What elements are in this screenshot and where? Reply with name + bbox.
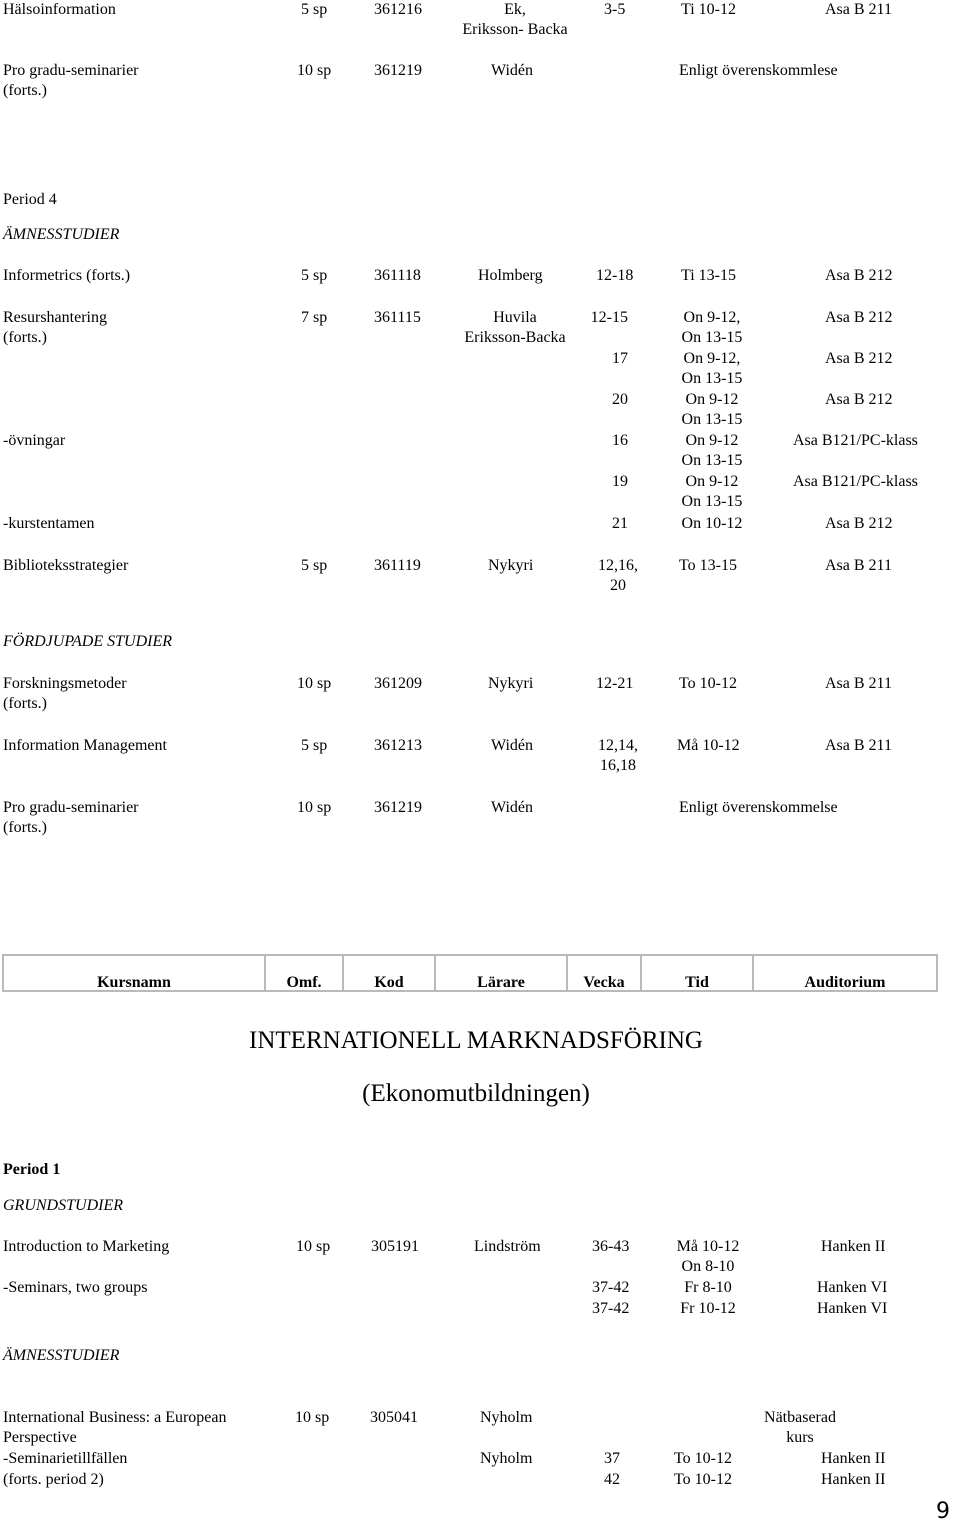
course-week: 17: [612, 350, 628, 367]
course-room: Asa B121/PC-klass: [793, 432, 918, 449]
course-week: 3-5: [604, 1, 626, 18]
course-time: On 13-15: [681, 411, 743, 428]
course-code: 361219: [374, 62, 422, 79]
sub-item-label-cont: (forts. period 2): [3, 1471, 104, 1488]
course-omf: 5 sp: [301, 1, 328, 18]
section-heading: ÄMNESSTUDIER: [3, 226, 120, 243]
course-name-cont: (forts.): [3, 819, 47, 836]
course-name-cont: Perspective: [3, 1429, 77, 1446]
course-name: Informetrics (forts.): [3, 267, 131, 284]
course-omf: 10 sp: [295, 1409, 330, 1426]
course-week: 36-43: [592, 1238, 630, 1255]
course-time: On 13-15: [681, 452, 743, 469]
sub-item-label: -övningar: [3, 432, 66, 449]
course-teacher: Widén: [491, 737, 534, 754]
course-room: Asa B 212: [825, 515, 893, 532]
course-omf: 5 sp: [301, 737, 328, 754]
sub-item-label: -kurstentamen: [3, 515, 95, 532]
course-week: 16: [612, 432, 628, 449]
course-week: 42: [604, 1471, 620, 1488]
course-teacher: Ek,: [504, 1, 526, 18]
column-header-table: [2, 954, 938, 992]
course-code: 305191: [371, 1238, 419, 1255]
course-teacher: Widén: [491, 799, 534, 816]
course-room: Nätbaserad: [764, 1409, 836, 1426]
course-omf: 5 sp: [301, 267, 328, 284]
course-teacher: Nyholm: [480, 1450, 533, 1467]
course-teacher: Widén: [491, 62, 534, 79]
course-week: 37: [604, 1450, 620, 1467]
course-room: Asa B 211: [825, 737, 892, 754]
header-kod: Kod: [344, 956, 436, 990]
course-omf: 10 sp: [297, 62, 332, 79]
course-teacher: Nykyri: [488, 557, 534, 574]
course-name: Biblioteksstrategier: [3, 557, 129, 574]
course-omf: 10 sp: [297, 799, 332, 816]
course-time: Enligt överenskommlese: [679, 62, 838, 79]
course-omf: 7 sp: [301, 309, 328, 326]
course-teacher: Holmberg: [478, 267, 543, 284]
course-name: Hälsoinformation: [3, 1, 116, 18]
section-heading: FÖRDJUPADE STUDIER: [3, 633, 173, 650]
course-room: Asa B 211: [825, 557, 892, 574]
course-week: 37-42: [592, 1279, 630, 1296]
course-week: 16,18: [600, 757, 636, 774]
course-name: Forskningsmetoder: [3, 675, 127, 692]
header-tid: Tid: [642, 956, 754, 990]
course-time: Enligt överenskommelse: [679, 799, 838, 816]
course-room: Hanken II: [821, 1471, 886, 1488]
course-time: On 13-15: [681, 329, 743, 346]
header-vecka: Vecka: [568, 956, 642, 990]
course-week: 12,14,: [598, 737, 638, 754]
course-name: Information Management: [3, 737, 167, 754]
course-room: Asa B 212: [825, 267, 893, 284]
course-time: Ti 13-15: [681, 267, 736, 284]
course-time: To 10-12: [679, 675, 737, 692]
course-week: 21: [612, 515, 628, 532]
course-time: On 9-12: [685, 432, 739, 449]
course-name-cont: (forts.): [3, 82, 47, 99]
course-name: Pro gradu-seminarier: [3, 62, 139, 79]
header-larare: Lärare: [436, 956, 568, 990]
course-time: On 13-15: [681, 370, 743, 387]
section-subtitle: (Ekonomutbildningen): [362, 1080, 590, 1107]
course-name-cont: (forts.): [3, 329, 47, 346]
course-teacher: Lindström: [474, 1238, 541, 1255]
course-time: On 9-12,: [683, 350, 741, 367]
course-room: Asa B 211: [825, 1, 892, 18]
course-omf: 10 sp: [296, 1238, 331, 1255]
course-time: On 13-15: [681, 493, 743, 510]
course-code: 361213: [374, 737, 422, 754]
section-title: INTERNATIONELL MARKNADSFÖRING: [249, 1027, 703, 1054]
course-name: International Business: a European: [3, 1409, 227, 1426]
course-time: On 9-12,: [683, 309, 741, 326]
section-heading: GRUNDSTUDIER: [3, 1197, 123, 1214]
page-number: 9: [936, 1499, 950, 1524]
course-week: 12-21: [596, 675, 634, 692]
course-code: 305041: [370, 1409, 418, 1426]
course-room: Asa B 212: [825, 309, 893, 326]
course-name: Resurshantering: [3, 309, 107, 326]
course-time: Ti 10-12: [681, 1, 736, 18]
course-code: 361115: [374, 309, 421, 326]
course-time: To 10-12: [674, 1450, 732, 1467]
course-room: Asa B 211: [825, 675, 892, 692]
course-time: Må 10-12: [677, 737, 740, 754]
course-code: 361209: [374, 675, 422, 692]
course-room: Asa B 212: [825, 391, 893, 408]
course-time: Fr 8-10: [684, 1279, 732, 1296]
header-omf: Omf.: [266, 956, 344, 990]
course-week: 12-18: [596, 267, 634, 284]
course-teacher: Nykyri: [488, 675, 534, 692]
course-time: Fr 10-12: [680, 1300, 736, 1317]
course-room: Hanken VI: [817, 1300, 888, 1317]
course-code: 361118: [374, 267, 421, 284]
course-room: Asa B121/PC-klass: [793, 473, 918, 490]
course-week: 37-42: [592, 1300, 630, 1317]
course-week: 12-15: [590, 309, 628, 326]
course-name-cont: (forts.): [3, 695, 47, 712]
course-name: Pro gradu-seminarier: [3, 799, 139, 816]
course-room: Hanken II: [821, 1238, 886, 1255]
course-room: kurs: [786, 1429, 814, 1446]
course-time: Må 10-12: [676, 1238, 740, 1255]
period-heading: Period 4: [3, 191, 57, 208]
section-heading: ÄMNESSTUDIER: [3, 1347, 120, 1364]
course-time: On 10-12: [681, 515, 743, 532]
course-code: 361216: [374, 1, 422, 18]
course-time: To 10-12: [674, 1471, 732, 1488]
course-teacher: Nyholm: [480, 1409, 533, 1426]
course-time: On 9-12: [685, 391, 739, 408]
course-omf: 5 sp: [301, 557, 328, 574]
course-time: To 13-15: [679, 557, 737, 574]
course-week: 20: [610, 577, 626, 594]
course-room: Hanken II: [821, 1450, 886, 1467]
course-code: 361119: [374, 557, 421, 574]
course-week: 20: [612, 391, 628, 408]
header-auditorium: Auditorium: [804, 974, 886, 991]
course-room: Hanken VI: [817, 1279, 888, 1296]
sub-item-label: -Seminars, two groups: [3, 1279, 148, 1296]
course-code: 361219: [374, 799, 422, 816]
course-time: On 8-10: [681, 1258, 735, 1275]
period-heading: Period 1: [3, 1161, 61, 1178]
course-teacher: Eriksson- Backa: [462, 21, 568, 38]
course-room: Asa B 212: [825, 350, 893, 367]
course-name: Introduction to Marketing: [3, 1238, 170, 1255]
sub-item-label: -Seminarietillfällen: [3, 1450, 128, 1467]
course-week: 19: [612, 473, 628, 490]
course-teacher: Eriksson-Backa: [464, 329, 566, 346]
course-omf: 10 sp: [297, 675, 332, 692]
course-time: On 9-12: [685, 473, 739, 490]
header-kursnamn: Kursnamn: [4, 956, 266, 990]
course-week: 12,16,: [598, 557, 638, 574]
course-teacher: Huvila: [493, 309, 537, 326]
